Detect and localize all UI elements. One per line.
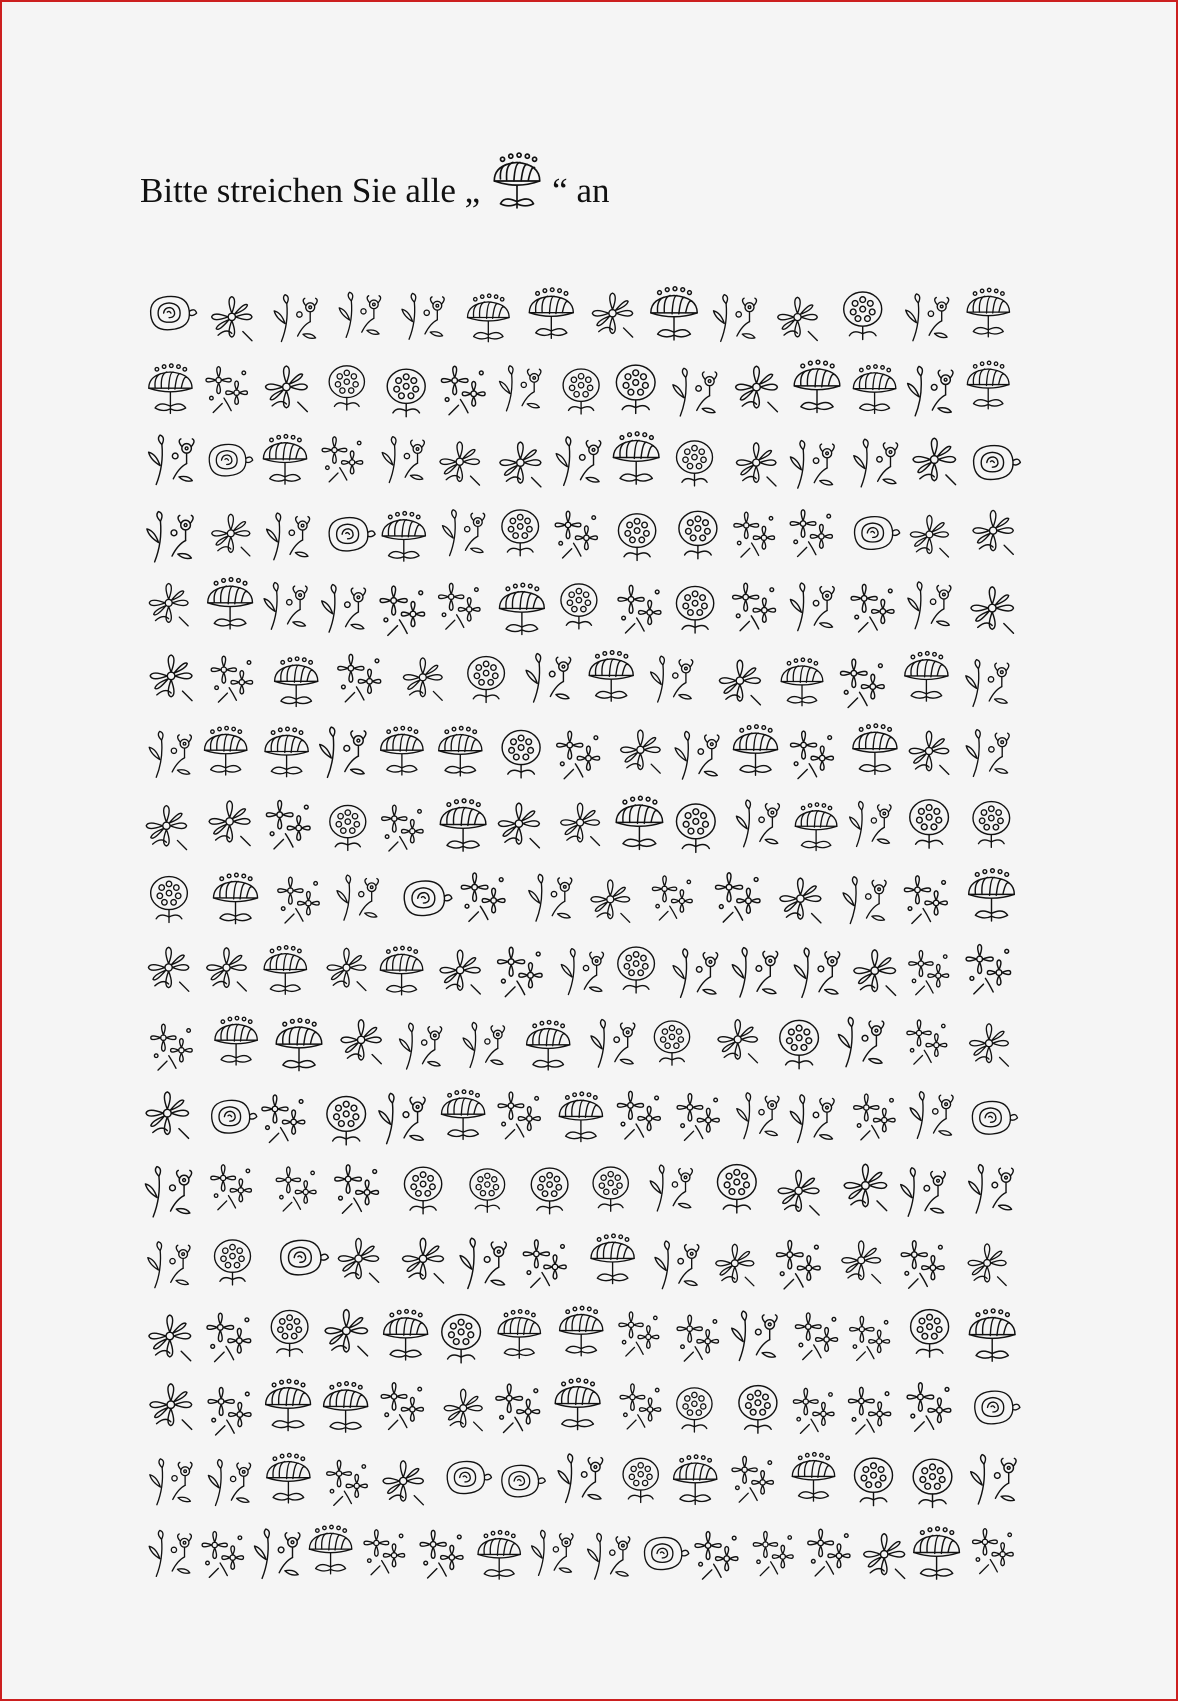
sprig-flower-icon[interactable] <box>402 293 444 339</box>
cluster-flower-icon[interactable] <box>695 1532 738 1580</box>
cluster-flower-icon[interactable] <box>441 366 485 414</box>
berry-flower-icon[interactable] <box>677 1388 712 1432</box>
sprig-flower-icon[interactable] <box>264 583 307 630</box>
sprig-flower-icon[interactable] <box>838 1017 883 1066</box>
cluster-flower-icon[interactable] <box>208 1387 251 1435</box>
sprig-flower-icon[interactable] <box>843 877 886 924</box>
berry-flower-icon[interactable] <box>442 1315 481 1363</box>
cluster-flower-icon[interactable] <box>909 951 949 995</box>
instruction-heading <box>140 156 609 226</box>
sprig-flower-icon[interactable] <box>790 1095 834 1143</box>
rose-flower-icon[interactable] <box>855 517 900 550</box>
flower-worksheet-grid <box>140 280 1030 1590</box>
rose-flower-icon[interactable] <box>975 1391 1020 1424</box>
daisy-flower-icon[interactable] <box>212 514 250 556</box>
cluster-flower-icon[interactable] <box>202 1532 243 1578</box>
sprig-flower-icon[interactable] <box>556 437 601 486</box>
daisy-flower-icon[interactable] <box>970 1024 1009 1066</box>
lotus-flower-icon[interactable] <box>560 1306 603 1356</box>
berry-flower-icon[interactable] <box>215 1240 251 1285</box>
sprig-flower-icon[interactable] <box>651 656 693 702</box>
berry-flower-icon[interactable] <box>531 1168 568 1214</box>
lotus-flower-icon[interactable] <box>589 651 633 701</box>
cluster-flower-icon[interactable] <box>966 945 1010 994</box>
sprig-flower-icon[interactable] <box>908 366 953 415</box>
cluster-flower-icon[interactable] <box>266 800 310 848</box>
daisy-flower-icon[interactable] <box>149 583 188 625</box>
lotus-flower-icon[interactable] <box>266 1379 311 1430</box>
sprig-flower-icon[interactable] <box>150 1459 192 1505</box>
cluster-flower-icon[interactable] <box>523 1240 566 1288</box>
sprig-flower-icon[interactable] <box>673 949 718 998</box>
lotus-flower-icon[interactable] <box>384 1310 428 1360</box>
sprig-flower-icon[interactable] <box>208 1460 250 1506</box>
cluster-flower-icon[interactable] <box>907 1020 947 1064</box>
sprig-flower-icon[interactable] <box>145 1167 191 1217</box>
daisy-flower-icon[interactable] <box>440 950 480 994</box>
sprig-flower-icon[interactable] <box>588 1533 630 1579</box>
cluster-flower-icon[interactable] <box>207 1313 251 1361</box>
daisy-flower-icon[interactable] <box>778 297 818 340</box>
target-lotus-icon <box>486 150 548 212</box>
cluster-flower-icon[interactable] <box>790 731 833 779</box>
berry-flower-icon[interactable] <box>618 947 655 993</box>
lotus-flower-icon[interactable] <box>440 799 486 851</box>
daisy-flower-icon[interactable] <box>971 587 1014 633</box>
sprig-flower-icon[interactable] <box>714 295 757 342</box>
lotus-flower-icon[interactable] <box>651 287 697 340</box>
lotus-flower-icon[interactable] <box>853 724 897 774</box>
lotus-flower-icon[interactable] <box>905 652 948 702</box>
daisy-flower-icon[interactable] <box>338 1238 378 1282</box>
sprig-flower-icon[interactable] <box>532 1530 573 1575</box>
sprig-flower-icon[interactable] <box>675 731 719 779</box>
cluster-flower-icon[interactable] <box>973 1529 1014 1574</box>
sprig-flower-icon[interactable] <box>529 874 572 921</box>
cluster-flower-icon[interactable] <box>901 1241 944 1289</box>
cluster-flower-icon[interactable] <box>677 1315 718 1361</box>
sprig-flower-icon[interactable] <box>736 800 779 847</box>
daisy-flower-icon[interactable] <box>498 803 539 848</box>
cluster-flower-icon[interactable] <box>211 656 252 702</box>
sprig-flower-icon[interactable] <box>320 727 366 777</box>
daisy-flower-icon[interactable] <box>621 730 661 773</box>
berry-flower-icon[interactable] <box>470 1169 505 1212</box>
sprig-flower-icon[interactable] <box>500 366 541 411</box>
lotus-flower-icon[interactable] <box>527 1021 570 1071</box>
sprig-flower-icon[interactable] <box>339 292 380 337</box>
rose-flower-icon[interactable] <box>329 518 375 551</box>
sprig-flower-icon[interactable] <box>442 510 484 556</box>
daisy-flower-icon[interactable] <box>209 801 250 846</box>
sprig-flower-icon[interactable] <box>650 1165 692 1211</box>
daisy-flower-icon[interactable] <box>266 366 308 412</box>
sprig-flower-icon[interactable] <box>732 1311 777 1360</box>
cluster-flower-icon[interactable] <box>904 876 947 924</box>
sprig-flower-icon[interactable] <box>382 437 424 483</box>
cluster-flower-icon[interactable] <box>278 877 319 923</box>
cluster-flower-icon[interactable] <box>734 512 775 557</box>
cluster-flower-icon[interactable] <box>461 873 505 921</box>
lotus-flower-icon[interactable] <box>324 1382 368 1432</box>
cluster-flower-icon[interactable] <box>364 1530 405 1575</box>
lotus-flower-icon[interactable] <box>734 725 778 775</box>
sprig-flower-icon[interactable] <box>591 1019 635 1067</box>
berry-flower-icon[interactable] <box>676 586 713 633</box>
cluster-flower-icon[interactable] <box>808 1529 850 1576</box>
lotus-flower-icon[interactable] <box>276 1018 322 1070</box>
berry-flower-icon[interactable] <box>677 441 713 486</box>
berry-flower-icon[interactable] <box>468 657 505 703</box>
berry-flower-icon[interactable] <box>387 369 425 417</box>
daisy-flower-icon[interactable] <box>149 1315 191 1361</box>
cluster-flower-icon[interactable] <box>652 876 692 920</box>
cluster-flower-icon[interactable] <box>850 1316 890 1360</box>
lotus-flower-icon[interactable] <box>792 1453 834 1502</box>
berry-flower-icon[interactable] <box>561 584 597 629</box>
cluster-flower-icon[interactable] <box>382 805 423 851</box>
lotus-flower-icon[interactable] <box>468 294 510 342</box>
lotus-flower-icon[interactable] <box>591 1234 634 1284</box>
sprig-flower-icon[interactable] <box>147 512 193 562</box>
rose-flower-icon[interactable] <box>151 296 197 329</box>
instruction-text-before: Bitte streichen Sie alle „ <box>140 171 481 210</box>
lotus-flower-icon[interactable] <box>264 946 306 995</box>
berry-flower-icon[interactable] <box>616 365 655 413</box>
cluster-flower-icon[interactable] <box>851 584 894 632</box>
lotus-flower-icon[interactable] <box>914 1527 960 1579</box>
lotus-flower-icon[interactable] <box>559 1092 602 1142</box>
instruction-text-after: “ an <box>552 171 610 210</box>
berry-flower-icon[interactable] <box>329 366 364 410</box>
sprig-flower-icon[interactable] <box>966 660 1009 707</box>
cluster-flower-icon[interactable] <box>555 511 597 558</box>
daisy-flower-icon[interactable] <box>500 442 541 487</box>
cluster-flower-icon[interactable] <box>790 510 832 557</box>
lotus-flower-icon[interactable] <box>674 1455 717 1505</box>
daisy-flower-icon[interactable] <box>854 950 896 996</box>
cluster-flower-icon[interactable] <box>753 1531 793 1575</box>
lotus-flower-icon[interactable] <box>794 360 840 412</box>
cluster-flower-icon[interactable] <box>276 1167 316 1211</box>
lotus-flower-icon[interactable] <box>265 727 308 777</box>
sprig-flower-icon[interactable] <box>558 1454 603 1503</box>
sprig-flower-icon[interactable] <box>908 582 951 629</box>
sprig-flower-icon[interactable] <box>255 1529 300 1578</box>
berry-flower-icon[interactable] <box>502 730 540 778</box>
cluster-flower-icon[interactable] <box>381 1383 423 1430</box>
cluster-flower-icon[interactable] <box>496 1384 540 1432</box>
sprig-flower-icon[interactable] <box>460 1238 506 1288</box>
sprig-flower-icon[interactable] <box>971 1455 1016 1504</box>
daisy-flower-icon[interactable] <box>973 510 1013 554</box>
cluster-flower-icon[interactable] <box>732 1456 773 1502</box>
lotus-flower-icon[interactable] <box>967 288 1009 337</box>
daisy-flower-icon[interactable] <box>780 878 821 923</box>
sprig-flower-icon[interactable] <box>463 1022 504 1067</box>
sprig-flower-icon[interactable] <box>850 801 891 846</box>
berry-flower-icon[interactable] <box>330 805 366 850</box>
lotus-flower-icon[interactable] <box>275 657 318 707</box>
rose-flower-icon[interactable] <box>209 444 253 476</box>
berry-flower-icon[interactable] <box>679 511 717 559</box>
lotus-flower-icon[interactable] <box>204 726 246 775</box>
rose-flower-icon[interactable] <box>972 1101 1017 1134</box>
sprig-flower-icon[interactable] <box>906 294 949 341</box>
lotus-flower-icon[interactable] <box>969 869 1015 921</box>
daisy-flower-icon[interactable] <box>910 515 948 557</box>
lotus-flower-icon[interactable] <box>529 288 573 338</box>
berry-flower-icon[interactable] <box>151 877 188 923</box>
berry-flower-icon[interactable] <box>739 1386 777 1434</box>
cluster-flower-icon[interactable] <box>322 437 363 482</box>
cluster-flower-icon[interactable] <box>907 1383 951 1431</box>
cluster-flower-icon[interactable] <box>262 1095 305 1143</box>
lotus-flower-icon[interactable] <box>208 578 253 629</box>
cluster-flower-icon[interactable] <box>327 1460 368 1505</box>
cluster-flower-icon[interactable] <box>733 583 776 631</box>
sprig-flower-icon[interactable] <box>673 368 717 416</box>
daisy-flower-icon[interactable] <box>592 293 632 337</box>
rose-flower-icon[interactable] <box>447 1461 491 1493</box>
cluster-flower-icon[interactable] <box>716 873 760 922</box>
lotus-flower-icon[interactable] <box>967 361 1009 409</box>
berry-flower-icon[interactable] <box>271 1310 308 1356</box>
berry-flower-icon[interactable] <box>844 292 882 340</box>
cluster-flower-icon[interactable] <box>777 1240 821 1288</box>
sprig-flower-icon[interactable] <box>149 731 191 777</box>
sprig-flower-icon[interactable] <box>526 654 571 703</box>
daisy-flower-icon[interactable] <box>146 806 186 850</box>
daisy-flower-icon[interactable] <box>778 1170 819 1215</box>
lotus-flower-icon[interactable] <box>263 435 306 485</box>
daisy-flower-icon[interactable] <box>716 1244 754 1286</box>
berry-flower-icon[interactable] <box>502 510 539 556</box>
lotus-flower-icon[interactable] <box>381 726 423 775</box>
berry-flower-icon[interactable] <box>780 1020 819 1068</box>
daisy-flower-icon[interactable] <box>148 947 188 991</box>
sprig-flower-icon[interactable] <box>655 1241 699 1289</box>
daisy-flower-icon[interactable] <box>844 1164 887 1210</box>
rose-flower-icon[interactable] <box>281 1240 329 1275</box>
cluster-flower-icon[interactable] <box>498 947 542 996</box>
daisy-flower-icon[interactable] <box>207 948 247 991</box>
cluster-flower-icon[interactable] <box>793 1388 834 1433</box>
cluster-flower-icon[interactable] <box>849 1387 891 1434</box>
lotus-flower-icon[interactable] <box>478 1531 520 1580</box>
lotus-flower-icon[interactable] <box>613 432 659 484</box>
sprig-flower-icon[interactable] <box>149 435 194 484</box>
lotus-flower-icon[interactable] <box>498 1310 540 1359</box>
rose-flower-icon[interactable] <box>404 881 452 916</box>
cluster-flower-icon[interactable] <box>617 1091 660 1139</box>
berry-flower-icon[interactable] <box>593 1167 628 1211</box>
daisy-flower-icon[interactable] <box>842 1241 881 1283</box>
sprig-flower-icon[interactable] <box>794 948 839 997</box>
cluster-flower-icon[interactable] <box>854 1094 895 1140</box>
daisy-flower-icon[interactable] <box>327 948 366 990</box>
sprig-flower-icon[interactable] <box>790 440 834 488</box>
sprig-flower-icon[interactable] <box>337 875 378 920</box>
lotus-flower-icon[interactable] <box>781 658 823 706</box>
lotus-flower-icon[interactable] <box>969 1309 1015 1361</box>
sprig-flower-icon[interactable] <box>901 1168 946 1217</box>
cluster-flower-icon[interactable] <box>380 586 424 635</box>
cluster-flower-icon[interactable] <box>619 1312 659 1356</box>
berry-flower-icon[interactable] <box>327 1097 366 1145</box>
daisy-flower-icon[interactable] <box>909 731 949 774</box>
berry-flower-icon[interactable] <box>911 1310 949 1358</box>
rose-flower-icon[interactable] <box>644 1537 688 1569</box>
lotus-flower-icon[interactable] <box>380 946 422 995</box>
cluster-flower-icon[interactable] <box>420 1530 463 1578</box>
daisy-flower-icon[interactable] <box>736 366 778 412</box>
berry-flower-icon[interactable] <box>654 1021 689 1065</box>
lotus-flower-icon[interactable] <box>795 803 837 851</box>
daisy-flower-icon[interactable] <box>913 438 956 484</box>
daisy-flower-icon[interactable] <box>383 1461 423 1505</box>
sprig-flower-icon[interactable] <box>399 1023 441 1069</box>
berry-flower-icon[interactable] <box>717 1165 756 1213</box>
daisy-flower-icon[interactable] <box>402 1238 443 1283</box>
lotus-flower-icon[interactable] <box>555 1378 600 1429</box>
cluster-flower-icon[interactable] <box>439 583 480 629</box>
cluster-flower-icon[interactable] <box>338 654 381 702</box>
sprig-flower-icon[interactable] <box>148 1242 190 1288</box>
lotus-flower-icon[interactable] <box>149 364 192 414</box>
daisy-flower-icon[interactable] <box>440 442 480 485</box>
daisy-flower-icon[interactable] <box>736 443 776 486</box>
sprig-flower-icon[interactable] <box>790 583 834 631</box>
berry-flower-icon[interactable] <box>618 514 655 561</box>
rose-flower-icon[interactable] <box>974 446 1021 480</box>
daisy-flower-icon[interactable] <box>403 658 442 700</box>
daisy-flower-icon[interactable] <box>719 660 760 705</box>
daisy-flower-icon[interactable] <box>864 1534 905 1579</box>
daisy-flower-icon[interactable] <box>150 1384 192 1430</box>
daisy-flower-icon[interactable] <box>146 1092 189 1138</box>
sprig-flower-icon[interactable] <box>854 439 898 487</box>
berry-flower-icon[interactable] <box>404 1167 441 1214</box>
sprig-flower-icon[interactable] <box>737 1093 779 1139</box>
sprig-flower-icon[interactable] <box>379 1093 425 1143</box>
sprig-flower-icon[interactable] <box>732 948 777 997</box>
daisy-flower-icon[interactable] <box>968 1244 1006 1286</box>
berry-flower-icon[interactable] <box>913 1459 952 1507</box>
daisy-flower-icon[interactable] <box>561 803 600 845</box>
cluster-flower-icon[interactable] <box>557 731 600 779</box>
cluster-flower-icon[interactable] <box>206 367 247 413</box>
lotus-flower-icon[interactable] <box>439 726 482 776</box>
berry-flower-icon[interactable] <box>676 804 715 852</box>
cluster-flower-icon[interactable] <box>841 659 885 707</box>
cluster-flower-icon[interactable] <box>618 585 661 633</box>
cluster-flower-icon[interactable] <box>677 1094 719 1141</box>
daisy-flower-icon[interactable] <box>212 297 252 341</box>
lotus-flower-icon[interactable] <box>309 1525 351 1574</box>
sprig-flower-icon[interactable] <box>966 730 1009 777</box>
berry-flower-icon[interactable] <box>973 802 1010 848</box>
sprig-flower-icon[interactable] <box>969 1165 1014 1214</box>
lotus-flower-icon[interactable] <box>267 1453 310 1503</box>
berry-flower-icon[interactable] <box>855 1458 893 1506</box>
sprig-flower-icon[interactable] <box>274 295 317 342</box>
daisy-flower-icon[interactable] <box>325 1310 368 1356</box>
lotus-flower-icon[interactable] <box>382 512 425 562</box>
lotus-flower-icon[interactable] <box>616 796 662 849</box>
daisy-flower-icon[interactable] <box>591 880 630 922</box>
cluster-flower-icon[interactable] <box>335 1165 379 1213</box>
sprig-flower-icon[interactable] <box>322 584 366 632</box>
cluster-flower-icon[interactable] <box>620 1384 661 1429</box>
sprig-flower-icon[interactable] <box>561 949 603 995</box>
daisy-flower-icon[interactable] <box>444 1389 482 1431</box>
sprig-flower-icon[interactable] <box>267 513 310 560</box>
sprig-flower-icon[interactable] <box>910 1092 953 1139</box>
rose-flower-icon[interactable] <box>502 1465 546 1497</box>
rose-flower-icon[interactable] <box>212 1100 257 1133</box>
daisy-flower-icon[interactable] <box>341 1020 381 1064</box>
lotus-flower-icon[interactable] <box>214 873 258 923</box>
lotus-flower-icon[interactable] <box>442 1090 485 1140</box>
lotus-flower-icon[interactable] <box>499 583 544 634</box>
cluster-flower-icon[interactable] <box>211 1165 252 1210</box>
cluster-flower-icon[interactable] <box>498 1092 540 1139</box>
cluster-flower-icon[interactable] <box>151 1024 192 1070</box>
berry-flower-icon[interactable] <box>563 369 599 414</box>
lotus-flower-icon[interactable] <box>853 365 895 414</box>
berry-flower-icon[interactable] <box>623 1458 658 1502</box>
lotus-flower-icon[interactable] <box>215 1016 257 1065</box>
cluster-flower-icon[interactable] <box>795 1313 837 1360</box>
daisy-flower-icon[interactable] <box>718 1020 758 1063</box>
sprig-flower-icon[interactable] <box>149 1530 191 1576</box>
daisy-flower-icon[interactable] <box>150 655 192 701</box>
berry-flower-icon[interactable] <box>910 800 949 848</box>
